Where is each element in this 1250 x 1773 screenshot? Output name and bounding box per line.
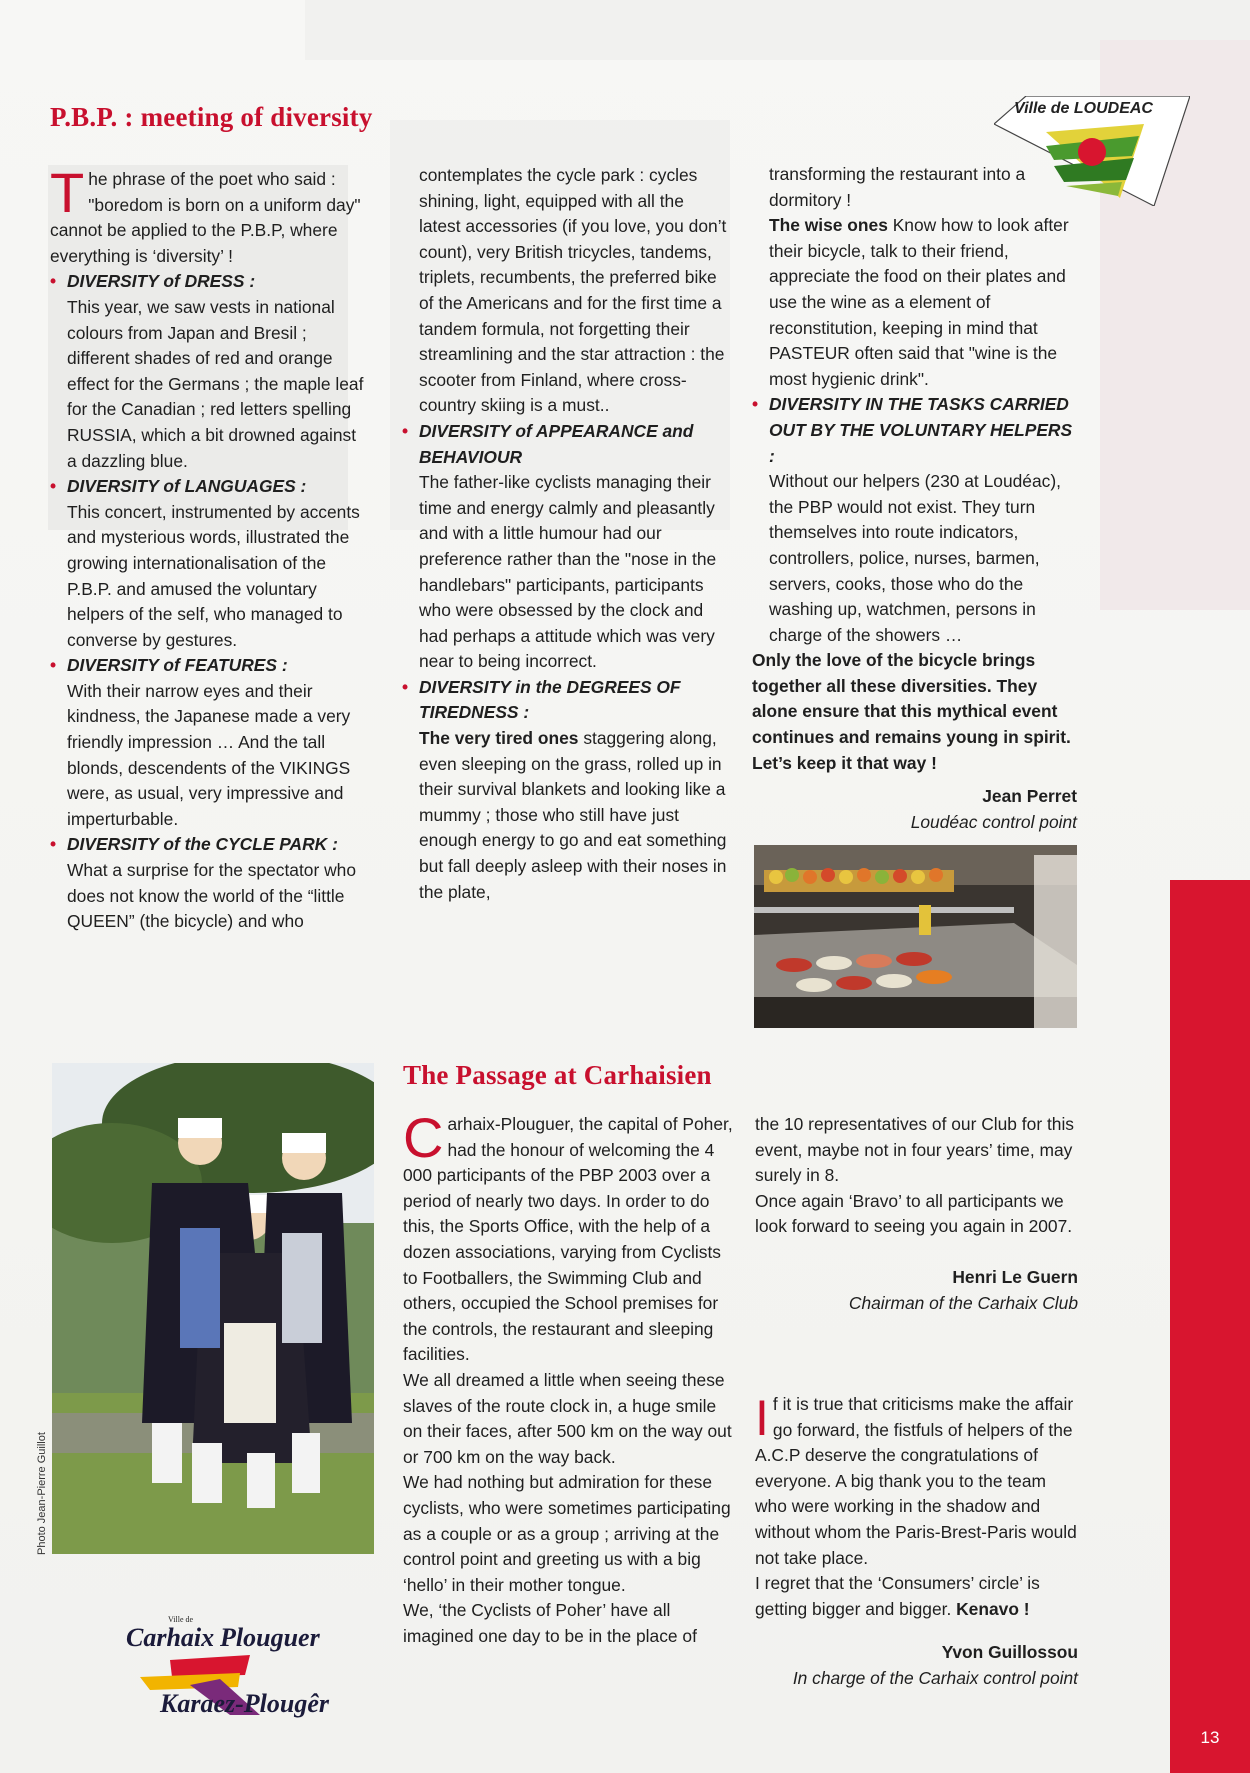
signature bbox=[752, 784, 1077, 835]
photo-credit: Photo Jean-Pierre Guillot bbox=[36, 1432, 48, 1555]
bullet-text: The very tired ones staggering along, even sleeping on the grass, rolled up in their survival blankets and looking like a mummy ; those who still have just enough energy to go and eat something but fall deeply asleep with their noses in the plate, bbox=[419, 728, 727, 902]
carhaix-logo-line1: Carhaix bbox=[126, 1623, 215, 1652]
article2-column-1 bbox=[403, 1106, 738, 1649]
paragraph: I regret that the ‘Consumers’ circle’ is getting bigger and bigger. Kenavo ! bbox=[755, 1573, 1040, 1619]
bullet-heading: • DIVERSITY of LANGUAGES : bbox=[50, 474, 370, 500]
article-title-carhaisien: The Passage at Carhaisien bbox=[403, 1060, 712, 1090]
girls-photo-image bbox=[52, 1063, 374, 1554]
signature-name: Henri Le Guern bbox=[952, 1266, 1078, 1287]
restaurant-food-photo bbox=[754, 845, 1077, 1028]
carhaix-logo-line3: Karaez-Plougêr bbox=[160, 1689, 329, 1718]
carhaix-logo bbox=[110, 1615, 330, 1725]
closing-statement: Only the love of the bicycle brings together all these diversities. They alone ensure that this mythical event continues and remains young in spirit. Let’s keep it that way ! bbox=[752, 650, 1071, 773]
red-side-tab bbox=[1170, 880, 1250, 1773]
bullet-text: This concert, instrumented by accents and mysterious words, illustrated the growing internationalisation of the P.B.P. and amused the voluntary helpers of the self, who managed to converse by gestures. bbox=[67, 501, 360, 650]
paragraph: We all dreamed a little when seeing these slaves of the route clock in, a huge smile on their faces, after 500 km on the way out or 700 km on the way back. bbox=[403, 1369, 732, 1467]
paragraph: The wise ones Know how to look after their bicycle, talk to their friend, appreciate the food on their plates and use the wine as a element of reconstitution, keeping in mind that PASTEUR often said that "wine is the most hygienic drink". bbox=[769, 215, 1069, 389]
signature bbox=[755, 1265, 1078, 1316]
bullet-heading: • DIVERSITY in the DEGREES OF TIREDNESS : bbox=[402, 675, 727, 726]
page-number: 13 bbox=[1200, 1728, 1220, 1747]
bullet-text: Without our helpers (230 at Loudéac), the PBP would not exist. They turn themselves into route indicators, controllers, police, nurses, barmen, servers, cooks, those who do the washing up, watchmen, persons in charge of the showers … bbox=[769, 471, 1061, 645]
intro-paragraph: Carhaix-Plouguer, the capital of Poher, had the honour of welcoming the 4 000 participants of the PBP 2003 over a period of nearly two days. In order to do this, the Sports Office, with the help of a dozen associations, varying from Cyclists to Footballers, the Swimming Club and others, occupied the School premises for the controls, the restaurant and sleeping facilities. bbox=[403, 1106, 733, 1365]
drop-cap: T bbox=[50, 161, 85, 224]
drop-cap: I bbox=[755, 1390, 769, 1446]
signature-role: In charge of the Carhaix control point bbox=[792, 1667, 1078, 1688]
paragraph: Once again ‘Bravo’ to all participants we look forward to seeing you again in 2007. bbox=[755, 1190, 1073, 1237]
signature bbox=[755, 1640, 1078, 1691]
bullet-heading: • DIVERSITY of DRESS : bbox=[50, 269, 370, 295]
paragraph: We, ‘the Cyclists of Poher’ have all imagined one day to be in the place of bbox=[403, 1600, 697, 1646]
paragraph: contemplates the cycle park : cycles shining, light, equipped with all the latest accessories (if you love, you don’t count), very British tricycles, tandems, triplets, recumbents, the preferred bike of the Americans and for the first time a tandem formula, not forgetting their streamlining and the star attraction : the scooter from Finland, where cross-country skiing is a must.. bbox=[419, 165, 727, 416]
food-photo-image bbox=[754, 845, 1077, 1028]
loudeac-logo-label: Ville de LOUDEAC bbox=[1014, 100, 1153, 117]
article3-column bbox=[755, 1392, 1078, 1692]
breton-girls-photo bbox=[52, 1063, 374, 1554]
paragraph: We had nothing but admiration for these cyclists, who were sometimes participating as a couple or as a group ; arriving at the control point and greeting us with a big ‘hello’ in their mother tongue. bbox=[403, 1472, 731, 1595]
paragraph: the 10 representatives of our Club for this event, maybe not in four years’ time, may surely in 8. bbox=[755, 1114, 1075, 1186]
bullet-heading: • DIVERSITY of FEATURES : bbox=[50, 653, 370, 679]
article-title-diversity: P.B.P. : meeting of diversity bbox=[50, 102, 373, 132]
intro-paragraph: If it is true that criticisms make the affair go forward, the fistfuls of helpers of the A.C.P deserve the congratulations of everyone. A big thank you to the team who were working in the shadow and without whom the Paris-Brest-Paris would not take place. bbox=[755, 1390, 1077, 1568]
loudeac-logo bbox=[994, 96, 1190, 206]
bullet-heading: • DIVERSITY of APPEARANCE and BEHAVIOUR bbox=[402, 419, 727, 470]
intro-paragraph: The phrase of the poet who said : "boredom is born on a uniform day" cannot be applied to the P.B.P, where everything is ‘diversity’ ! bbox=[50, 161, 361, 266]
drop-cap: C bbox=[403, 1106, 444, 1169]
signature-name: Yvon Guillossou bbox=[941, 1642, 1078, 1663]
bullet-text: With their narrow eyes and their kindness, the Japanese made a very friendly impression … And the tall blonds, descendents of the VIKINGS were, as usual, very impressive and imperturbable. bbox=[67, 680, 351, 829]
signature-role: Chairman of the Carhaix Club bbox=[848, 1292, 1078, 1313]
article2-column-2 bbox=[755, 1112, 1078, 1316]
bullet-heading: • DIVERSITY IN THE TASKS CARRIED OUT BY THE VOLUNTARY HELPERS : bbox=[752, 392, 1077, 469]
article1-column-3 bbox=[752, 162, 1077, 835]
article1-column-2 bbox=[402, 163, 727, 905]
signature-name: Jean Perret bbox=[982, 786, 1077, 807]
signature-role: Loudéac control point bbox=[910, 811, 1077, 832]
article1-column-1 bbox=[50, 161, 370, 935]
bullet-text: The father-like cyclists managing their time and energy calmly and pleasantly and with a little humour had our preference rather than the "nose in the handlebars" participants, participants who were obsessed by the clock and had perhaps a attitude which was very near to being incorrect. bbox=[419, 472, 717, 672]
carhaix-logo-line2: Plouguer bbox=[220, 1623, 320, 1652]
carhaix-logo-small: Ville de bbox=[168, 1615, 194, 1624]
paragraph: transforming the restaurant into a dormitory ! bbox=[769, 164, 1026, 210]
bullet-heading: • DIVERSITY of the CYCLE PARK : bbox=[50, 832, 370, 858]
bullet-text: This year, we saw vests in national colours from Japan and Bresil ; different shades of red and orange effect for the Germans ; the maple leaf for the Canadian ; red letters spelling RUSSIA, which a bit drowned against a dazzling blue. bbox=[67, 296, 364, 471]
bullet-text: What a surprise for the spectator who does not know the world of the “little QUEEN” (the bicycle) and who bbox=[67, 860, 357, 932]
